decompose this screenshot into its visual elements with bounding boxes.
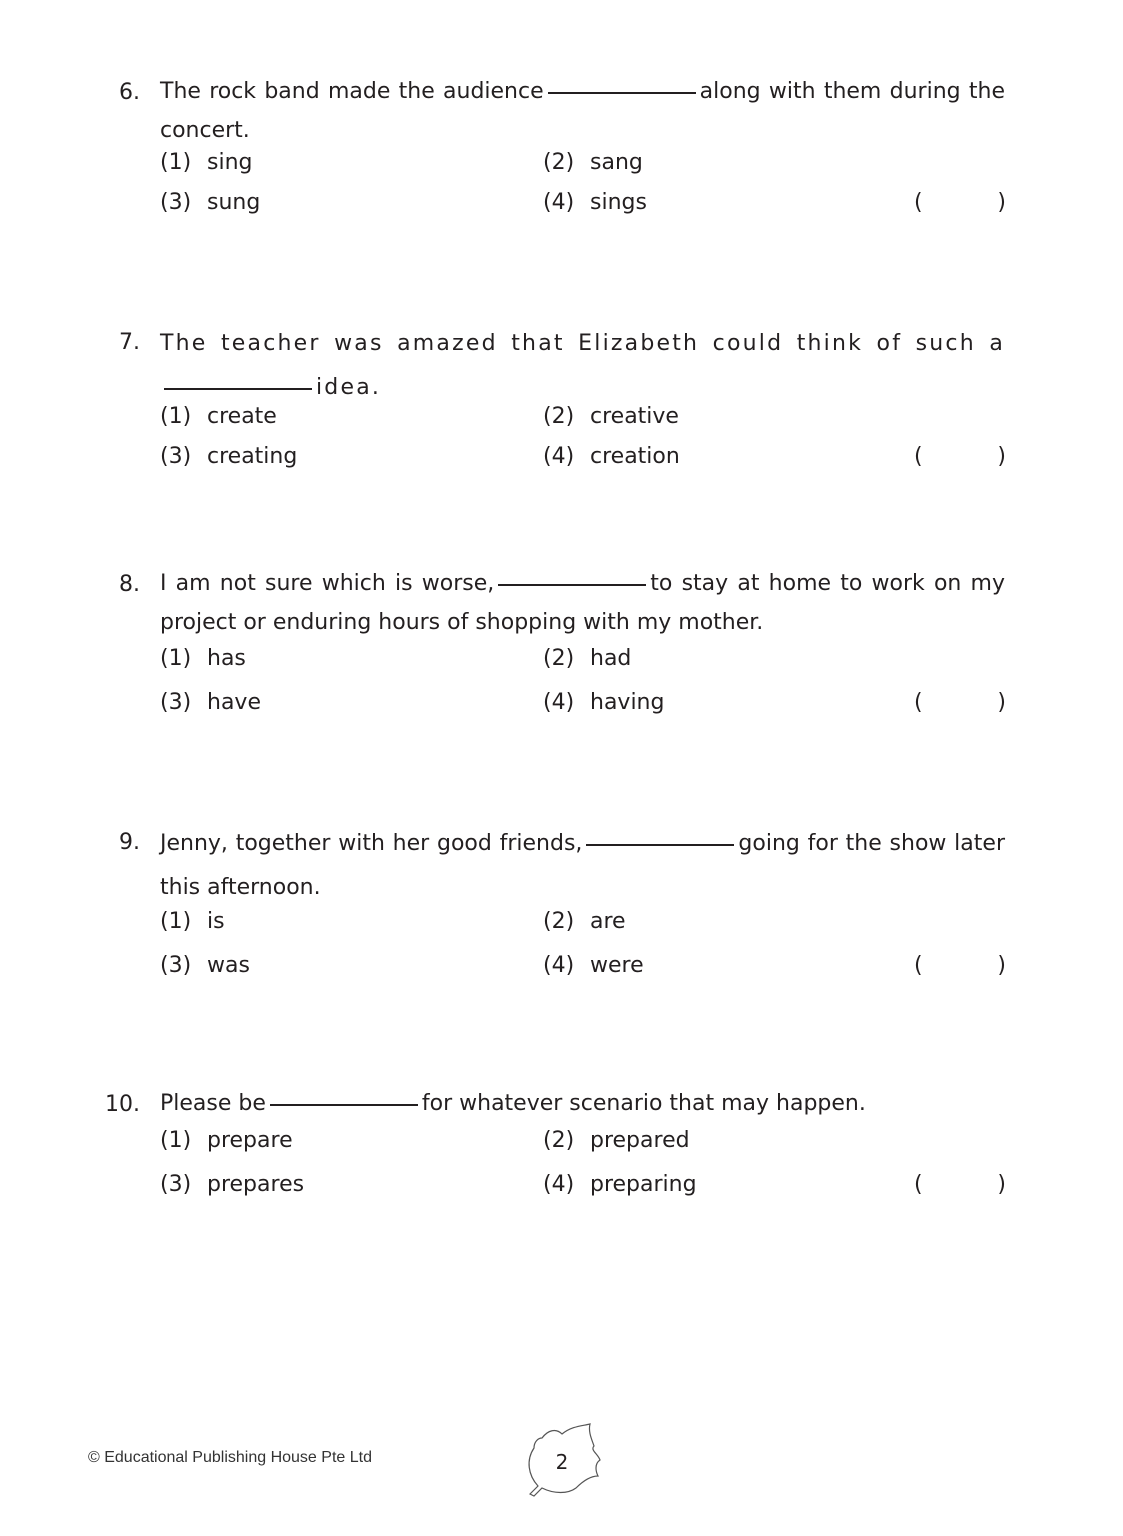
option-text: had xyxy=(590,646,632,671)
stem-before: Jenny, together with her good friends, xyxy=(160,831,583,856)
option-text: has xyxy=(207,646,246,671)
stem-before: Please be xyxy=(160,1091,266,1116)
option-4[interactable] xyxy=(543,190,647,215)
bracket-open: ( xyxy=(914,444,923,469)
option-2[interactable] xyxy=(543,404,679,429)
option-label: (1) xyxy=(160,150,192,175)
option-label: (4) xyxy=(543,190,575,215)
option-text: preparing xyxy=(590,1172,697,1197)
option-2[interactable] xyxy=(543,909,626,934)
question-stem xyxy=(160,822,1005,910)
stem-before: I am not sure which is worse, xyxy=(160,571,495,596)
option-text: creating xyxy=(207,444,298,469)
question-number: 6. xyxy=(119,80,140,105)
bracket-open: ( xyxy=(914,1172,923,1197)
option-1[interactable] xyxy=(160,1128,293,1153)
stem-after: along with them during the concert. xyxy=(160,79,1005,143)
option-label: (2) xyxy=(543,404,575,429)
option-3[interactable] xyxy=(160,444,297,469)
answer-blank xyxy=(586,844,734,846)
option-text: create xyxy=(207,404,277,429)
copyright-text: © Educational Publishing House Pte Ltd xyxy=(88,1449,372,1466)
bracket-close: ) xyxy=(997,444,1006,469)
option-label: (1) xyxy=(160,646,192,671)
page-number: 2 xyxy=(555,1450,569,1474)
answer-blank xyxy=(164,388,312,390)
option-1[interactable] xyxy=(160,909,225,934)
answer-blank xyxy=(548,92,696,94)
bracket-close: ) xyxy=(997,953,1006,978)
option-text: was xyxy=(207,953,250,978)
option-label: (4) xyxy=(543,953,575,978)
option-1[interactable] xyxy=(160,646,246,671)
option-3[interactable] xyxy=(160,190,260,215)
stem-after: going for the show later this afternoon. xyxy=(160,831,1005,900)
option-label: (1) xyxy=(160,1128,192,1153)
option-label: (4) xyxy=(543,1172,575,1197)
option-4[interactable] xyxy=(543,690,664,715)
answer-bracket[interactable] xyxy=(914,690,1006,715)
option-text: creation xyxy=(590,444,680,469)
question-stem xyxy=(160,564,1005,642)
option-text: creative xyxy=(590,404,679,429)
option-label: (3) xyxy=(160,190,192,215)
option-label: (4) xyxy=(543,444,575,469)
option-label: (1) xyxy=(160,404,192,429)
option-label: (2) xyxy=(543,909,575,934)
bracket-open: ( xyxy=(914,190,923,215)
option-label: (3) xyxy=(160,690,192,715)
option-text: sang xyxy=(590,150,643,175)
answer-blank xyxy=(498,584,646,586)
question-number: 10. xyxy=(105,1092,140,1117)
option-2[interactable] xyxy=(543,150,643,175)
option-label: (2) xyxy=(543,150,575,175)
option-text: prepared xyxy=(590,1128,690,1153)
bracket-open: ( xyxy=(914,690,923,715)
question-number: 8. xyxy=(119,572,140,597)
option-text: were xyxy=(590,953,644,978)
option-4[interactable] xyxy=(543,953,644,978)
option-1[interactable] xyxy=(160,404,277,429)
option-text: are xyxy=(590,909,626,934)
option-text: having xyxy=(590,690,665,715)
option-label: (2) xyxy=(543,1128,575,1153)
option-label: (1) xyxy=(160,909,192,934)
question-stem xyxy=(160,1084,1005,1123)
bracket-open: ( xyxy=(914,953,923,978)
option-text: sings xyxy=(590,190,647,215)
question-number: 9. xyxy=(119,830,140,855)
option-2[interactable] xyxy=(543,1128,690,1153)
question-stem xyxy=(160,322,1005,410)
answer-bracket[interactable] xyxy=(914,953,1006,978)
question-stem xyxy=(160,72,1005,150)
stem-before: The rock band made the audience xyxy=(160,79,544,104)
answer-bracket[interactable] xyxy=(914,1172,1006,1197)
option-4[interactable] xyxy=(543,444,680,469)
stem-after: to stay at home to work on my project or enduring hours of shopping with my mother. xyxy=(160,571,1006,635)
stem-before: The teacher was amazed that Elizabeth could think of such a xyxy=(160,331,1005,356)
option-4[interactable] xyxy=(543,1172,697,1197)
option-label: (3) xyxy=(160,1172,192,1197)
bracket-close: ) xyxy=(997,190,1006,215)
question-number: 7. xyxy=(119,330,140,355)
option-label: (3) xyxy=(160,953,192,978)
bracket-close: ) xyxy=(997,1172,1006,1197)
option-1[interactable] xyxy=(160,150,252,175)
option-text: prepare xyxy=(207,1128,293,1153)
option-text: is xyxy=(207,909,225,934)
option-label: (2) xyxy=(543,646,575,671)
option-text: prepares xyxy=(207,1172,305,1197)
answer-bracket[interactable] xyxy=(914,444,1006,469)
option-3[interactable] xyxy=(160,690,261,715)
bracket-close: ) xyxy=(997,690,1006,715)
option-3[interactable] xyxy=(160,953,250,978)
option-2[interactable] xyxy=(543,646,631,671)
option-text: sung xyxy=(207,190,261,215)
option-text: have xyxy=(207,690,261,715)
option-label: (3) xyxy=(160,444,192,469)
option-label: (4) xyxy=(543,690,575,715)
answer-bracket[interactable] xyxy=(914,190,1006,215)
option-text: sing xyxy=(207,150,253,175)
option-3[interactable] xyxy=(160,1172,304,1197)
stem-after: for whatever scenario that may happen. xyxy=(421,1091,866,1116)
stem-after: idea. xyxy=(316,375,382,400)
answer-blank xyxy=(270,1104,418,1106)
